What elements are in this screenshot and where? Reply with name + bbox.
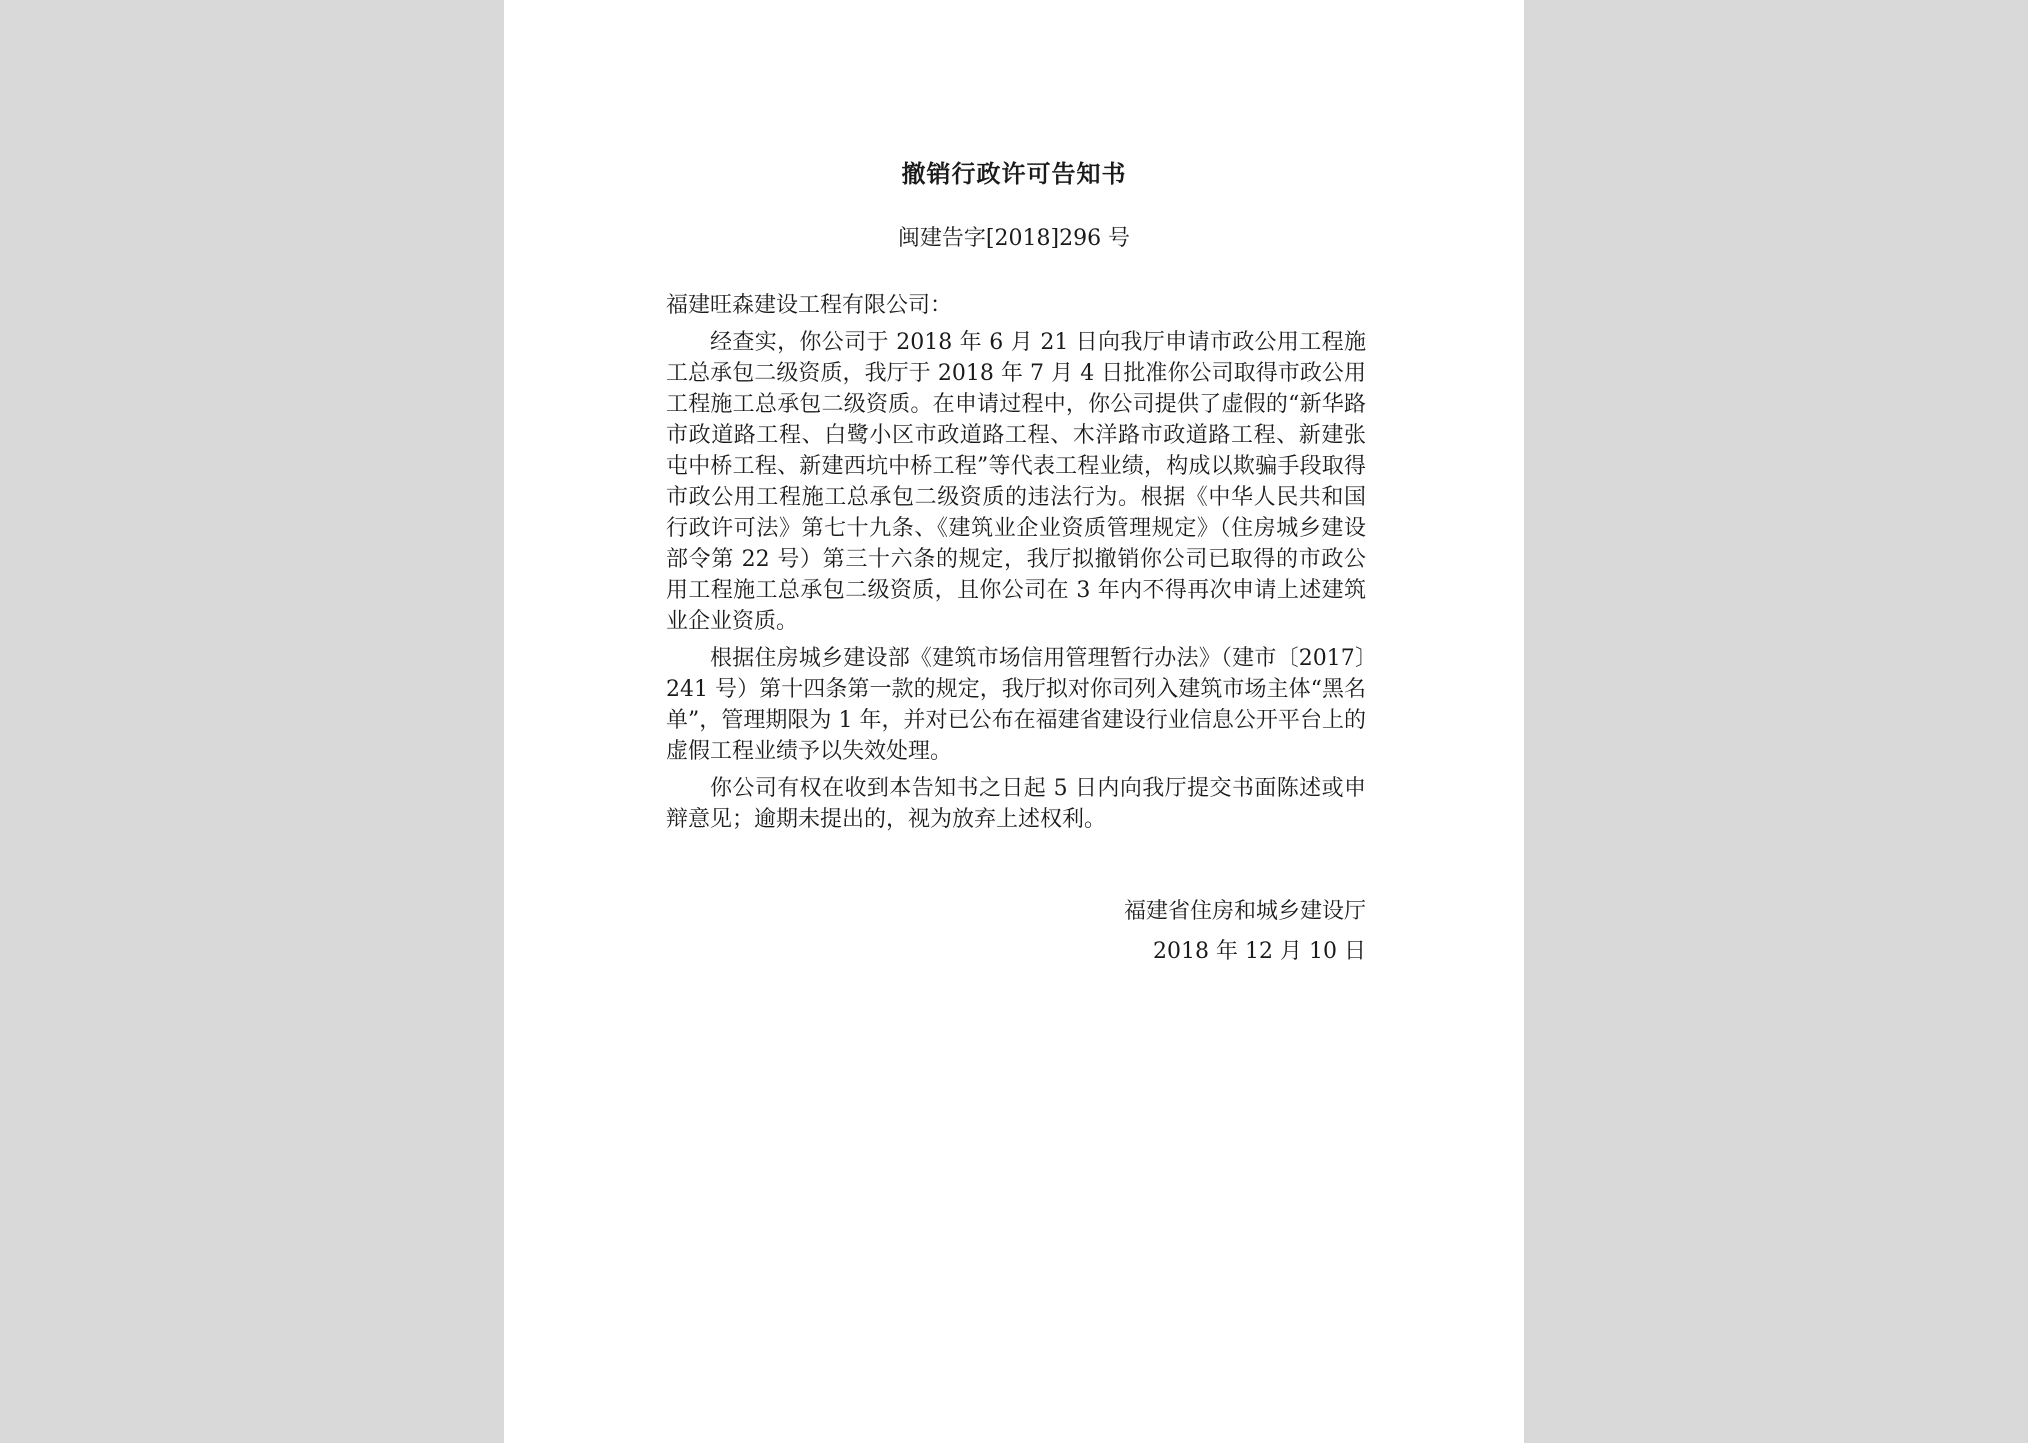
issuer-name: 福建省住房和城乡建设厅 — [1123, 899, 1366, 924]
signature-block — [1124, 892, 1366, 972]
paragraph-blacklist: 根据住房城乡建设部《建筑市场信用管理暂行办法》（建市〔2017〕241 号）第十四条第一款的规定，我厅拟对你司列入建筑市场主体“黑名单”，管理期限为 1 年，并对已公布在福建省建设行业信息公开平台上的虚假工程业绩予以失效处理。 — [666, 646, 1366, 764]
document-title: 撤销行政许可告知书 — [901, 159, 1127, 188]
paragraph-rights: 你公司有权在收到本告知书之日起 5 日内向我厅提交书面陈述或申辩意见；逾期未提出的，视为放弃上述权利。 — [666, 776, 1366, 832]
document-body — [666, 290, 1366, 841]
paragraph-findings: 经查实，你公司于 2018 年 6 月 21 日向我厅申请市政公用工程施工总承包二级资质，我厅于 2018 年 7 月 4 日批准你公司取得市政公用工程施工总承包二级资质。在申请过程中，你公司提供了虚假的“新华路市政道路工程、白鹭小区市政道路工程、木洋路市政道路工程、新建张屯中桥工程、新建西坑中桥工程”等代表工程业绩，构成以欺骗手段取得市政公用工程施工总承包二级资质的违法行为。根据《中华人民共和国行政许可法》第七十九条、《建筑业企业资质管理规定》（住房城乡建设部令第 22 号）第三十六条的规定，我厅拟撤销你公司已取得的市政公用工程施工总承包二级资质，且你公司在 3 年内不得再次申请上述建筑业企业资质。 — [666, 330, 1366, 634]
addressee: 福建旺森建设工程有限公司： — [666, 293, 953, 318]
document-number: 闽建告字[2018]296 号 — [897, 226, 1131, 251]
issue-date: 2018 年 12 月 10 日 — [1153, 939, 1366, 964]
document-page — [504, 0, 1524, 1443]
